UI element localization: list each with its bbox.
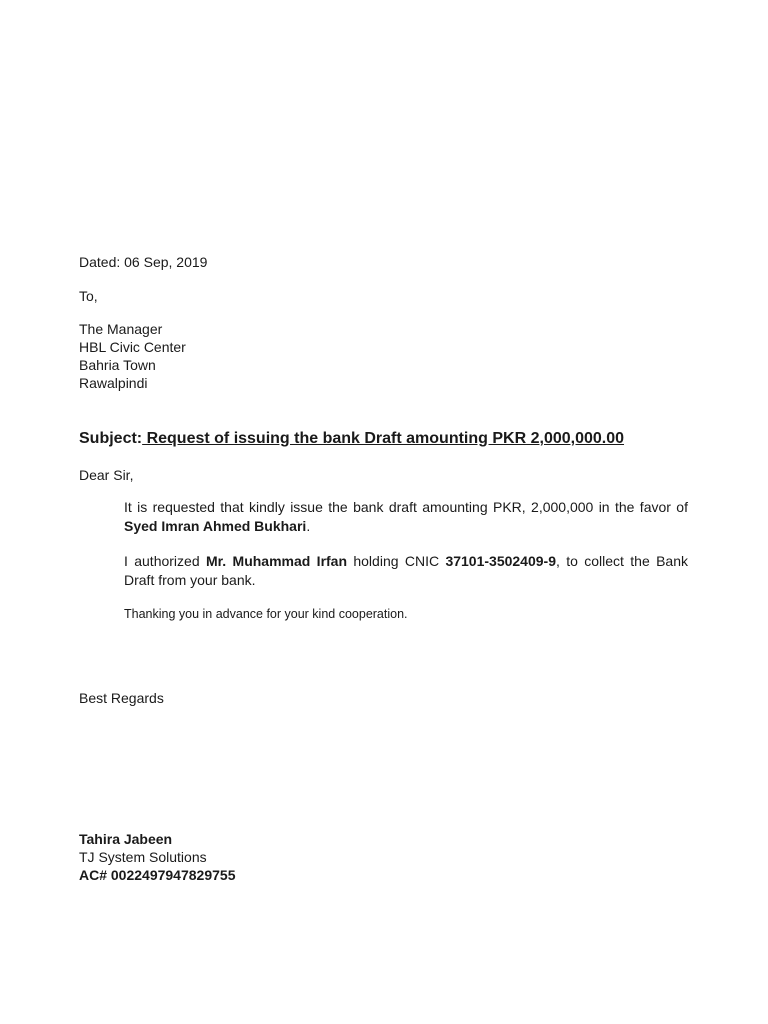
recipient-branch: HBL Civic Center	[79, 339, 186, 355]
paragraph-request-text: It is requested that kindly issue the bank draft amounting PKR, 2,000,000 in the favor of	[124, 499, 688, 515]
paragraph-request-end: .	[306, 518, 311, 534]
authorization-suffix: , to collect the Bank Draft from your bank.	[124, 553, 688, 588]
authorized-person: Mr. Muhammad Irfan	[205, 553, 348, 569]
closing: Best Regards	[79, 690, 164, 706]
account-number: AC# 0022497947829755	[79, 867, 236, 883]
signature-block	[79, 830, 235, 884]
recipient-address	[79, 320, 186, 392]
subject-line	[79, 429, 624, 449]
cnic-number: 37101-3502409-9	[445, 553, 556, 569]
authorization-prefix: I authorized	[124, 553, 206, 569]
salutation: Dear Sir,	[79, 467, 134, 483]
recipient-area: Bahria Town	[79, 357, 156, 373]
subject-label: Subject:	[79, 430, 143, 447]
beneficiary-name: Syed Imran Ahmed Bukhari	[124, 518, 307, 534]
signatory-name: Tahira Jabeen	[79, 831, 173, 847]
paragraph-request	[124, 498, 688, 536]
authorization-middle: holding CNIC	[347, 553, 446, 569]
paragraph-authorization	[124, 552, 688, 590]
subject-text: Request of issuing the bank Draft amounting PKR 2,000,000.00	[142, 430, 625, 447]
letter-date: Dated: 06 Sep, 2019	[79, 254, 208, 270]
signatory-company: TJ System Solutions	[79, 849, 207, 865]
to-line: To,	[79, 288, 98, 304]
recipient-title: The Manager	[79, 321, 163, 337]
recipient-city: Rawalpindi	[79, 375, 148, 391]
thanks-line: Thanking you in advance for your kind cooperation.	[124, 607, 408, 621]
